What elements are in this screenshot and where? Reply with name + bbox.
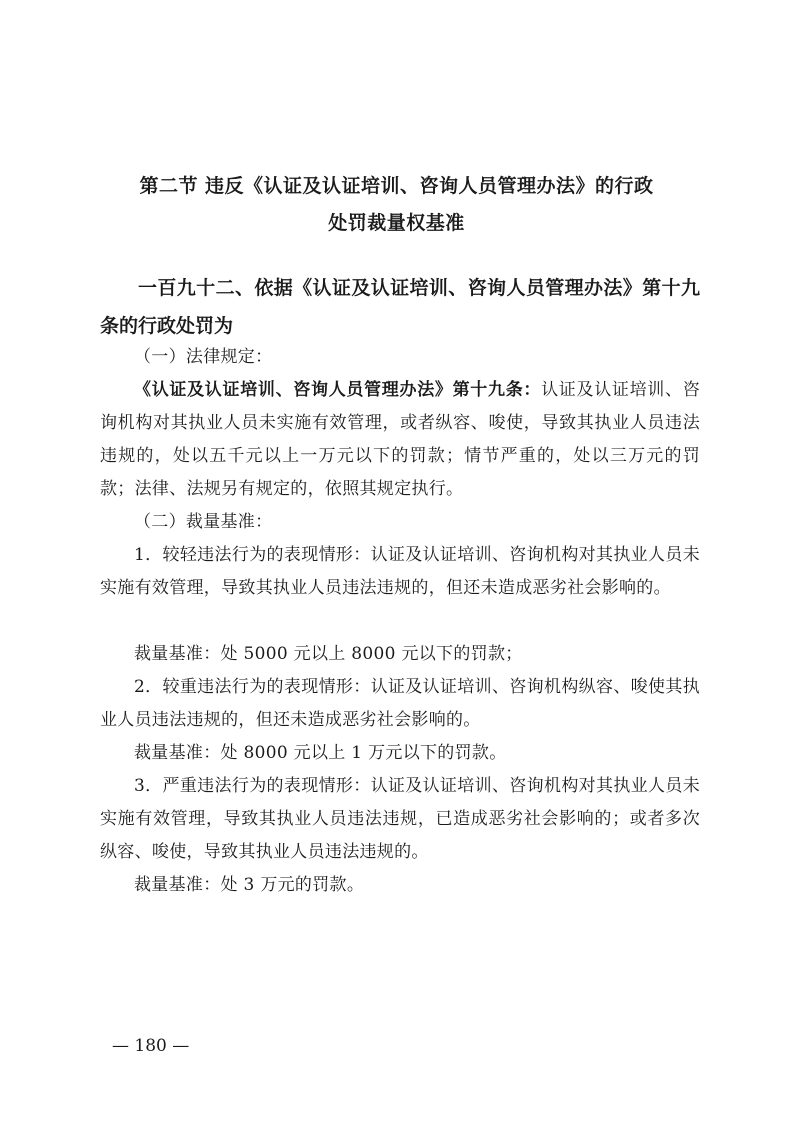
page-number: — 180 —: [112, 1036, 190, 1056]
severe-violation-situation: 3．严重违法行为的表现情形：认证及认证培训、咨询机构对其执业人员未实施有效管理，导致其执业人员违法违规，已造成恶劣社会影响的；或者多次纵容、唆使，导致其执业人员违法违规的。: [100, 776, 700, 862]
serious-violation-penalty: 裁量基准：处 8000 元以上 1 万元以下的罚款。: [134, 743, 507, 763]
section-title-line-1: 第二节 违反《认证及认证培训、咨询人员管理办法》的行政: [139, 175, 654, 197]
legal-provision-citation: 《认证及认证培训、咨询人员管理办法》第十九条：: [134, 380, 542, 400]
serious-violation-situation: 2．较重违法行为的表现情形：认证及认证培训、咨询机构纵容、唆使其执业人员违法违规的，但还未造成恶劣社会影响的。: [100, 677, 700, 730]
minor-violation-situation: 1．较轻违法行为的表现情形：认证及认证培训、咨询机构对其执业人员未实施有效管理，导致其执业人员违法违规的，但还未造成恶劣社会影响的。: [100, 545, 700, 598]
legal-provision-text: [100, 374, 700, 506]
article-heading: 一百九十二、依据《认证及认证培训、咨询人员管理办法》第十九条的行政处罚为: [100, 277, 700, 337]
severe-violation-penalty: 裁量基准：处 3 万元的罚款。: [134, 875, 365, 895]
legal-provision-body: 认证及认证培训、咨询机构对其执业人员未实施有效管理，或者纵容、唆使，导致其执业人员违法违规的，处以五千元以上一万元以下的罚款；情节严重的，处以三万元的罚款；法律、法规另有规定的，依照其规定执行。: [100, 380, 700, 499]
legal-provision-heading: （一）法律规定：: [134, 347, 273, 367]
discretion-standard-heading: （二）裁量基准：: [134, 512, 273, 532]
minor-violation-penalty: 裁量基准：处 5000 元以上 8000 元以下的罚款；: [134, 644, 523, 664]
section-title-line-2: 处罚裁量权基准: [328, 212, 465, 234]
